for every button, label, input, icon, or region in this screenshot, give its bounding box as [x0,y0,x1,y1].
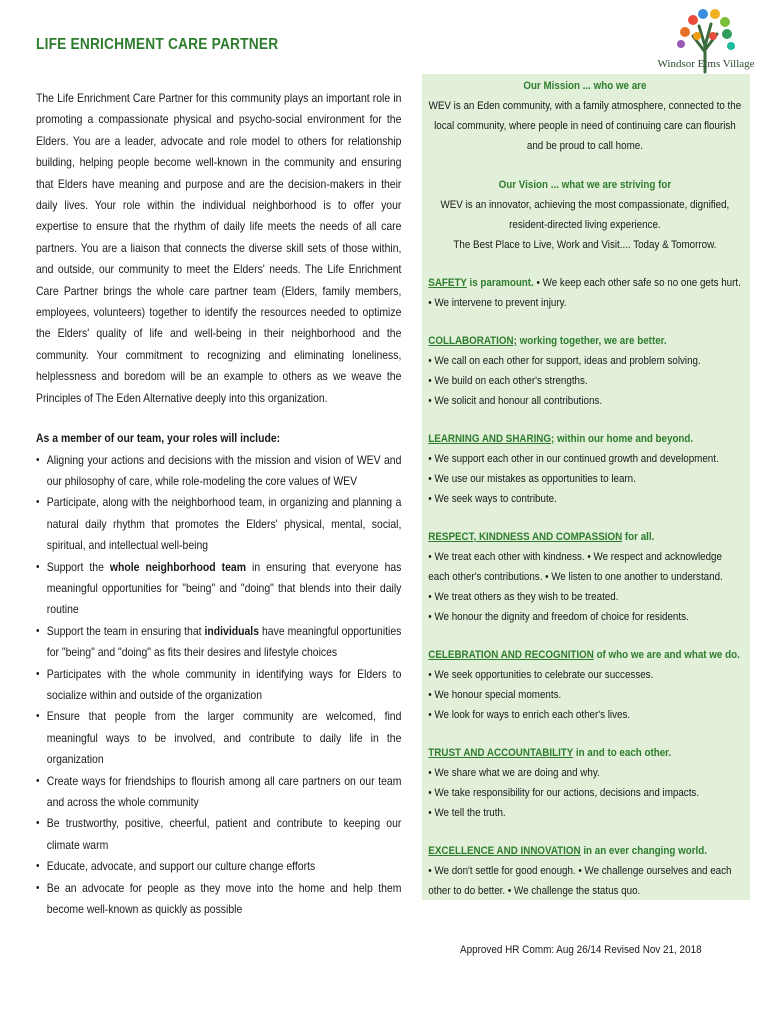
role-item: • Create ways for friendships to flourish among all care partners on our team and across the whole community [36,771,401,814]
value-bullet: • We tell the truth. [428,807,506,819]
intro-paragraph: The Life Enrichment Care Partner for this community plays an important role in promoting a compassionate physical and psycho-social environment for the Elders. You are a leader, advocate and role model to others for relationship building, helping people become well-known in the community and ensuring that Elders have meaning and purpose and are the decision-makers in their daily lives. Your role within the individual neighborhood is to offer your expertise to ensure that the rhythm of daily life meets the needs of all care partners. You are a liaison that connects the diverse skill sets of those within, and outside, our community to meet the Elders' needs. The Life Enrichment Care Partner brings the whole care partner team (Elders, family members, employees, volunteers) together to identify the resources needed to optimize the Elders' quality of life and well-being in their neighborhood and the community. Your commitment to recognizing and eliminating loneliness, helplessness and boredom will be an example to others as we weave the Principles of The Eden Alternative deeply into this organization. [36,92,402,405]
value-bullet: • We intervene to prevent injury. [428,297,567,309]
values-list [428,273,741,901]
role-item: • Support the team in ensuring that individuals have meaningful opportunities for "being" and "doing" as fits their desires and lifestyle choices [36,621,401,664]
value-bullet: • We solicit and honour all contributions. [428,395,603,407]
value-bullet: • We take responsibility for our actions, decisions and impacts. [428,787,700,799]
value-heading: RESPECT, KINDNESS AND COMPASSION for all. [428,531,655,543]
role-emphasis: whole neighborhood team [109,560,246,574]
value-bullet: • We don't settle for good enough. • We challenge ourselves and each other to do better. • We challenge the status quo. [428,865,732,897]
vision-heading: Our Vision ... what we are striving for [498,179,672,191]
vision-tagline: The Best Place to Live, Work and Visit.... Today & Tomorrow. [453,239,717,251]
left-column [36,88,402,920]
value-block [428,429,741,509]
value-bullet: • We treat each other with kindness. • We respect and acknowledge each other's contributions. • We listen to one another to understand. [428,551,723,583]
value-bullet: • We look for ways to enrich each other's lives. [428,709,631,721]
role-item: • Participate, along with the neighborhood team, in organizing and planning a natural daily rhythm that promotes the Elders' physical, mental, social, spiritual, and intellectual well-being [36,492,401,556]
role-emphasis: individuals [204,624,260,638]
value-bullet: • We build on each other's strengths. [428,375,588,387]
value-block [428,743,741,823]
approval-footer: Approved HR Comm: Aug 26/14 Revised Nov 21, 2018 [460,944,702,956]
value-heading: TRUST AND ACCOUNTABILITY in and to each other. [428,747,672,759]
value-heading: LEARNING AND SHARING; within our home and beyond. [428,433,694,445]
value-heading: CELEBRATION AND RECOGNITION of who we are and what we do. [428,649,740,661]
role-item: • Participates with the whole community in identifying ways for Elders to socialize within and outside of the organization [36,664,401,707]
value-bullet: • We seek opportunities to celebrate our successes. [428,669,654,681]
role-item: • Aligning your actions and decisions with the mission and vision of WEV and our philosophy of care, while role-modeling the core values of WEV [36,450,401,493]
roles-list [36,450,401,921]
role-item: • Be trustworthy, positive, cheerful, patient and contribute to keeping our climate warm [36,813,401,856]
value-bullet: • We use our mistakes as opportunities to learn. [428,473,636,485]
mission-heading: Our Mission ... who we are [523,80,647,92]
value-bullet: • We support each other in our continued growth and development. [428,453,719,465]
value-block [428,645,741,725]
document-title: LIFE ENRICHMENT CARE PARTNER [36,36,279,53]
value-bullet: • We honour the dignity and freedom of choice for residents. [428,611,689,623]
value-block [428,273,741,313]
logo-text: Windsor Elms Village [657,58,755,70]
value-bullet: • We call on each other for support, ideas and problem solving. [428,355,701,367]
values-panel [422,74,750,900]
role-item: • Be an advocate for people as they move into the home and help them become well-known as quickly as possible [36,878,401,921]
role-item: • Educate, advocate, and support our culture change efforts [36,856,401,877]
value-bullet: • We treat others as they wish to be treated. [428,591,619,603]
roles-heading: As a member of our team, your roles will include: [36,432,281,446]
value-block [428,527,741,627]
vision-text: WEV is an innovator, achieving the most compassionate, dignified, resident-directed living experience. [440,199,730,231]
value-bullet: • We keep each other safe so no one gets hurt. [536,277,741,289]
role-item: • Support the whole neighborhood team in ensuring that everyone has meaningful opportunities for "being" and "doing" that blends into their daily routine [36,557,401,621]
value-block [428,841,741,901]
value-heading: SAFETY is paramount. [428,277,534,289]
value-heading: EXCELLENCE AND INNOVATION in an ever changing world. [428,845,707,857]
role-item: • Ensure that people from the larger community are welcomed, find meaningful ways to be involved, and contribute to daily life in the organization [36,706,401,770]
value-block [428,331,741,411]
value-bullet: • We honour special moments. [428,689,562,701]
value-bullet: • We seek ways to contribute. [428,493,557,505]
value-heading: COLLABORATION; working together, we are better. [428,335,667,347]
mission-text: WEV is an Eden community, with a family atmosphere, connected to the local community, where people in need of continuing care can flourish and be proud to call home. [428,100,742,152]
value-bullet: • We share what we are doing and why. [428,767,600,779]
